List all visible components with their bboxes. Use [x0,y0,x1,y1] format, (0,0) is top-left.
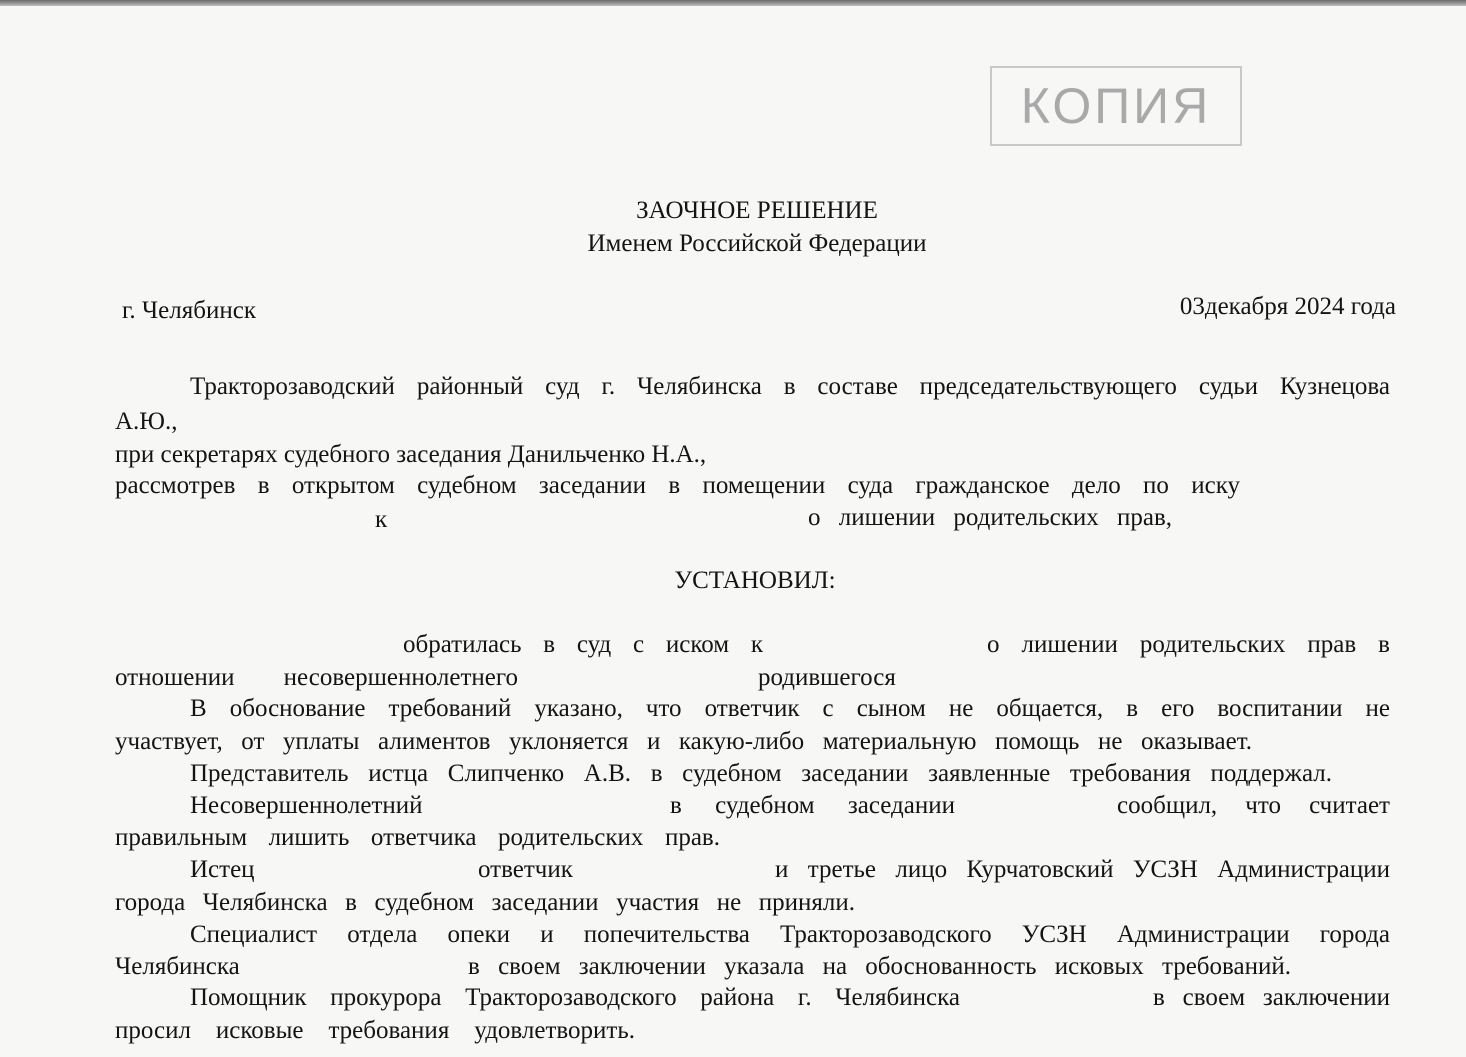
body-text: сообщил, что считает [1117,792,1390,819]
document-title: ЗАОЧНОЕ РЕШЕНИЕ [636,197,878,224]
body-text: Специалист отдела опеки и попечительства Тракторозаводского УСЗН Администрации города [190,921,1390,948]
body-text: в судебном заседании [670,792,955,819]
intro-line: о лишении родительских прав, [808,504,1172,531]
body-text: Истец [190,856,255,883]
intro-line: к [375,506,388,533]
body-text: в своем заключении [1153,984,1390,1011]
intro-line: при секретарях судебного заседания Данильченко Н.А., [115,441,707,468]
intro-line: Тракторозаводский районный суд г. Челябинска в составе председательствующего судьи Кузнецова [190,373,1390,400]
body-text: и третье лицо Курчатовский УСЗН Администрации [775,856,1390,883]
body-text: города Челябинска в судебном заседании участия не приняли. [115,889,855,916]
body-text: обратилась в суд с иском к [403,631,763,658]
section-heading: УСТАНОВИЛ: [674,567,836,594]
body-text: Представитель истца Слипченко А.В. в судебном заседании заявленные требования поддержал. [190,760,1332,787]
body-text: ответчик [478,856,573,883]
body-text: просил исковые требования удовлетворить. [115,1017,635,1044]
body-text: правильным лишить ответчика родительских прав. [115,824,720,851]
body-text: родившегося [758,664,896,691]
body-text: В обоснование требований указано, что ответчик с сыном не общается, в его воспитании не [190,695,1390,722]
copy-stamp [990,66,1242,146]
intro-line: рассмотрев в открытом судебном заседании в помещении суда гражданское дело по иску [115,472,1240,499]
scan-edge [0,0,1466,6]
body-text: отношении несовершеннолетнего [115,664,518,691]
body-text: участвует, от уплаты алиментов уклоняется и какую-либо материальную помощь не оказывает. [115,728,1252,755]
body-text: Челябинска [115,953,240,980]
city: г. Челябинск [122,297,256,324]
body-text: Помощник прокурора Тракторозаводского района г. Челябинска [190,984,960,1011]
intro-line: А.Ю., [115,408,178,435]
body-text: о лишении родительских прав в [987,631,1390,658]
date: 03декабря 2024 года [1179,293,1396,320]
body-text: Несовершеннолетний [190,792,423,819]
body-text: в своем заключении указала на обоснованность исковых требований. [468,953,1291,980]
copy-stamp-text: КОПИЯ [1020,78,1212,134]
document-subtitle: Именем Российской Федерации [587,230,927,257]
